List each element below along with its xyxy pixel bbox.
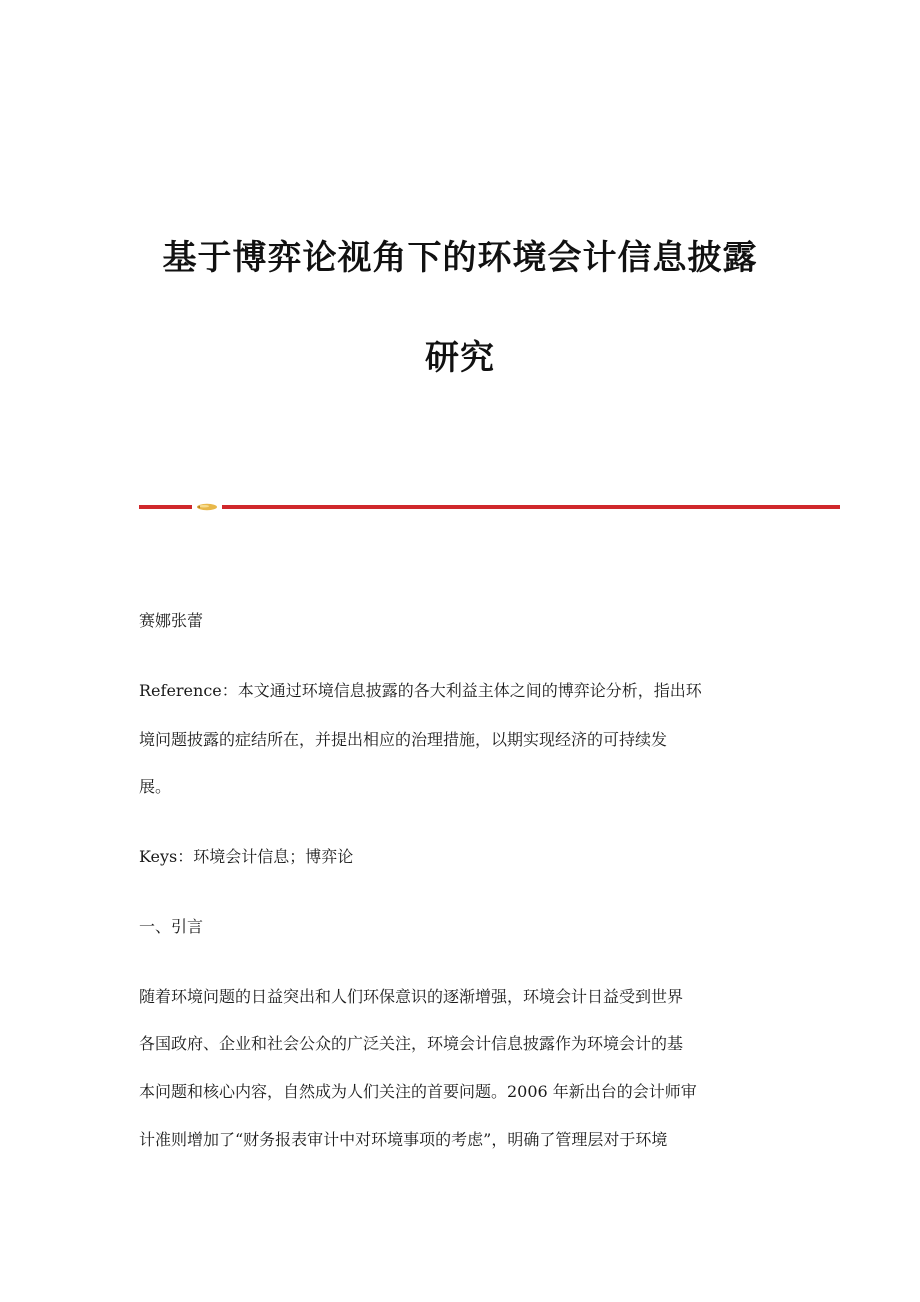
pencil-ornament-icon (196, 502, 218, 512)
reference-line: Reference：本文通过环境信息披露的各大利益主体之间的博弈论分析，指出环 (139, 681, 702, 700)
body-paragraph-line: 本问题和核心内容，自然成为人们关注的首要问题。2006 年新出台的会计师审 (139, 1082, 697, 1101)
title-divider-left (139, 505, 192, 509)
body-paragraph-line: 随着环境问题的日益突出和人们环保意识的逐渐增强，环境会计日益受到世界 (139, 987, 684, 1006)
document-title-line-1: 基于博弈论视角下的环境会计信息披露 (162, 238, 758, 278)
body-paragraph-line: 各国政府、企业和社会公众的广泛关注，环境会计信息披露作为环境会计的基 (139, 1034, 684, 1053)
title-divider-right (222, 505, 840, 509)
reference-line: 展。 (139, 777, 172, 796)
keywords-line: Keys：环境会计信息；博弈论 (139, 847, 354, 866)
reference-line: 境问题披露的症结所在，并提出相应的治理措施，以期实现经济的可持续发 (139, 730, 668, 749)
document-title-line-2: 研究 (425, 338, 495, 378)
section-heading-introduction: 一、引言 (139, 917, 204, 936)
body-paragraph-line: 计准则增加了“财务报表审计中对环境事项的考虑”，明确了管理层对于环境 (139, 1130, 668, 1149)
author-names: 赛娜张蕾 (139, 611, 204, 630)
